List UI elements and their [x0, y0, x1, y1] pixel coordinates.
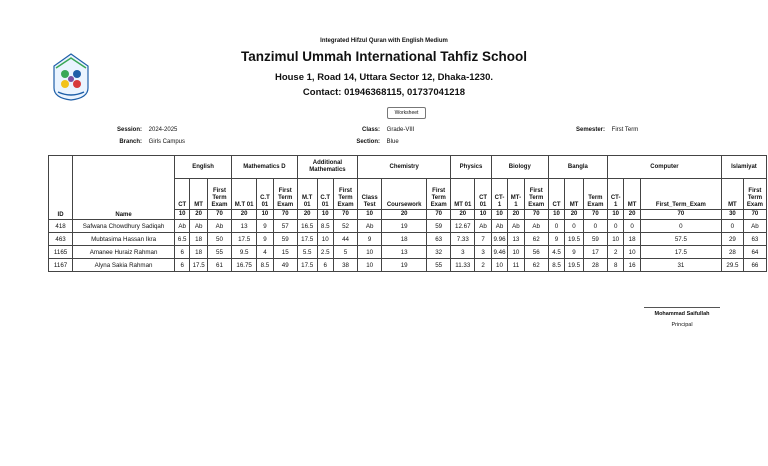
mark-cell: 62 [524, 259, 548, 272]
assessment-header: CT- 1 [491, 179, 507, 210]
max-mark-header: 70 [743, 210, 766, 220]
mark-cell: 9.96 [491, 233, 507, 246]
mark-cell: 18 [190, 246, 208, 259]
max-mark-header: 10 [475, 210, 491, 220]
mark-cell: 19.5 [565, 259, 584, 272]
assessment-header: First Term Exam [333, 179, 357, 210]
student-row [49, 220, 767, 233]
mark-cell: 16 [624, 259, 640, 272]
subject-header: Islamiyat [721, 156, 766, 179]
student-id: 463 [49, 233, 73, 246]
max-mark-header: 70 [524, 210, 548, 220]
mark-cell: 10 [624, 246, 640, 259]
semester-label: Semester: [575, 127, 605, 133]
mark-cell: 10 [317, 233, 333, 246]
assessment-header: MT 01 [451, 179, 475, 210]
mark-cell: 17.5 [232, 233, 257, 246]
max-mark-header: 70 [207, 210, 231, 220]
school-name: Tanzimul Ummah International Tahfiz School [240, 49, 528, 64]
mark-cell: 9 [565, 246, 584, 259]
max-mark-header: 70 [333, 210, 357, 220]
assessment-header: CT [175, 179, 190, 210]
subject-header: Computer [607, 156, 721, 179]
assessment-header: M.T 01 [297, 179, 317, 210]
mark-cell: 2 [475, 259, 491, 272]
subject-header: Bangla [548, 156, 607, 179]
mark-cell: 16.5 [297, 220, 317, 233]
mark-cell: 19 [382, 259, 427, 272]
assessment-header: First Term Exam [207, 179, 231, 210]
mark-cell: 10 [508, 246, 524, 259]
mark-cell: 13 [232, 220, 257, 233]
max-mark-header: 70 [273, 210, 297, 220]
class-field [340, 127, 414, 133]
mark-cell: 2 [607, 246, 623, 259]
assessment-header: CT 01 [475, 179, 491, 210]
mark-cell: Ab [190, 220, 208, 233]
max-mark-header: 10 [317, 210, 333, 220]
mark-cell: 10 [358, 259, 382, 272]
mark-cell: 9 [548, 233, 564, 246]
mark-cell: 13 [508, 233, 524, 246]
mark-cell: 57 [273, 220, 297, 233]
mark-cell: 2.5 [317, 246, 333, 259]
mark-cell: 50 [207, 233, 231, 246]
session-field [100, 127, 177, 133]
tagline: Integrated Hifzul Quran with English Medium [320, 38, 448, 44]
assessment-header: MT- 1 [508, 179, 524, 210]
max-mark-header: 70 [640, 210, 721, 220]
mark-cell: 19 [382, 220, 427, 233]
max-mark-header: 10 [491, 210, 507, 220]
mark-cell: 0 [607, 220, 623, 233]
max-mark-header: 30 [721, 210, 743, 220]
assessment-header: CT [548, 179, 564, 210]
max-mark-header: 10 [607, 210, 623, 220]
assessment-header: MT [565, 179, 584, 210]
branch-label: Branch: [119, 139, 142, 145]
signatory-role: Principal [671, 322, 693, 328]
mark-cell: 59 [273, 233, 297, 246]
class-value: Grade-VIII [386, 127, 415, 133]
student-name: Safwana Chowdhury Sadiqah [73, 220, 175, 233]
mark-cell: 18 [382, 233, 427, 246]
section-label: Section: [356, 139, 380, 145]
max-mark-header: 10 [358, 210, 382, 220]
mark-cell: 17.5 [297, 259, 317, 272]
mark-cell: 28 [583, 259, 607, 272]
mark-cell: 11 [508, 259, 524, 272]
assessment-header: MT [624, 179, 640, 210]
mark-cell: Ab [207, 220, 231, 233]
school-address: House 1, Road 14, Uttara Sector 12, Dhaka-1230. [274, 72, 494, 83]
mark-cell: 6 [175, 259, 190, 272]
mark-cell: 0 [640, 220, 721, 233]
mark-cell: 4 [257, 246, 273, 259]
mark-cell: 6.5 [175, 233, 190, 246]
assessment-header: CT- 1 [607, 179, 623, 210]
mark-cell: 52 [333, 220, 357, 233]
worksheet-button[interactable]: Worksheet [387, 107, 426, 119]
assessment-header: Class Test [358, 179, 382, 210]
mark-cell: 17 [583, 246, 607, 259]
mark-cell: 3 [451, 246, 475, 259]
assessment-header: C.T 01 [317, 179, 333, 210]
student-id: 1165 [49, 246, 73, 259]
id-header: ID [49, 156, 73, 220]
mark-cell: 17.5 [640, 246, 721, 259]
mark-cell: 0 [548, 220, 564, 233]
mark-cell: 19.5 [565, 233, 584, 246]
mark-cell: 32 [427, 246, 451, 259]
mark-cell: 6 [317, 259, 333, 272]
mark-cell: 8.5 [548, 259, 564, 272]
mark-cell: 16.75 [232, 259, 257, 272]
mark-cell: 59 [583, 233, 607, 246]
student-name: Amanee Huraiz Rahman [73, 246, 175, 259]
mark-cell: 31 [640, 259, 721, 272]
max-mark-header: 20 [297, 210, 317, 220]
student-row [49, 246, 767, 259]
mark-cell: Ab [358, 220, 382, 233]
assessment-header: MT [190, 179, 208, 210]
subject-header: Mathematics D [232, 156, 298, 179]
mark-cell: 9 [257, 220, 273, 233]
mark-cell: 0 [565, 220, 584, 233]
max-mark-header: 20 [190, 210, 208, 220]
mark-cell: 28 [721, 246, 743, 259]
mark-cell: Ab [743, 220, 766, 233]
student-row [49, 233, 767, 246]
max-mark-header: 70 [583, 210, 607, 220]
semester-value: First Term [611, 127, 639, 133]
mark-cell: 8.5 [317, 220, 333, 233]
assessment-header: First Term Exam [524, 179, 548, 210]
mark-cell: Ab [491, 220, 507, 233]
max-mark-header: 20 [508, 210, 524, 220]
mark-cell: 8 [607, 259, 623, 272]
max-mark-header: 20 [624, 210, 640, 220]
assessment-header: First Term Exam [743, 179, 766, 210]
student-name: Alyna Sakia Rahman [73, 259, 175, 272]
student-id: 418 [49, 220, 73, 233]
name-header: Name [73, 156, 175, 220]
assessment-header: First_Term_Exam [640, 179, 721, 210]
mark-cell: 56 [524, 246, 548, 259]
max-mark-header: 10 [548, 210, 564, 220]
assessment-header: Term Exam [583, 179, 607, 210]
mark-cell: Ab [524, 220, 548, 233]
subject-header: Biology [491, 156, 548, 179]
mark-cell: 29 [721, 233, 743, 246]
max-mark-header: 10 [257, 210, 273, 220]
max-mark-header: 70 [427, 210, 451, 220]
mark-cell: 13 [382, 246, 427, 259]
mark-cell: 57.5 [640, 233, 721, 246]
mark-cell: 10 [607, 233, 623, 246]
mark-cell: 0 [583, 220, 607, 233]
assessment-header: Coursework [382, 179, 427, 210]
assessment-header: MT [721, 179, 743, 210]
section-value: Blue [386, 139, 399, 145]
mark-cell: 7 [475, 233, 491, 246]
mark-cell: 0 [721, 220, 743, 233]
mark-cell: 8.5 [257, 259, 273, 272]
mark-cell: 55 [207, 246, 231, 259]
mark-cell: 9 [358, 233, 382, 246]
signatory-name: Mohammad Saifullah [654, 311, 710, 317]
mark-cell: 18 [624, 233, 640, 246]
mark-cell: 61 [207, 259, 231, 272]
mark-cell: 62 [524, 233, 548, 246]
session-label: Session: [116, 127, 142, 133]
mark-cell: 5 [333, 246, 357, 259]
mark-cell: 9.46 [491, 246, 507, 259]
mark-cell: 0 [624, 220, 640, 233]
marks-table [48, 155, 767, 272]
mark-cell: 63 [427, 233, 451, 246]
max-mark-header: 10 [175, 210, 190, 220]
signature-line [644, 307, 720, 308]
mark-cell: 64 [743, 246, 766, 259]
mark-cell: 10 [491, 259, 507, 272]
mark-cell: 11.33 [451, 259, 475, 272]
assessment-header: First Term Exam [427, 179, 451, 210]
mark-cell: 38 [333, 259, 357, 272]
mark-cell: 7.33 [451, 233, 475, 246]
mark-cell: 6 [175, 246, 190, 259]
mark-cell: 44 [333, 233, 357, 246]
max-mark-header: 20 [565, 210, 584, 220]
mark-cell: 59 [427, 220, 451, 233]
session-value: 2024-2025 [148, 127, 178, 133]
student-row [49, 259, 767, 272]
school-contact: Contact: 01946368115, 01737041218 [302, 87, 466, 98]
subject-header: English [175, 156, 232, 179]
branch-value: Girls Campus [148, 139, 186, 145]
mark-cell: 9 [257, 233, 273, 246]
mark-cell: 17.5 [190, 259, 208, 272]
branch-field [100, 139, 185, 145]
assessment-header: C.T 01 [257, 179, 273, 210]
mark-cell: 9.5 [232, 246, 257, 259]
mark-cell: 29.5 [721, 259, 743, 272]
section-field [340, 139, 399, 145]
assessment-header: First Term Exam [273, 179, 297, 210]
mark-cell: 10 [358, 246, 382, 259]
subject-header: Chemistry [358, 156, 451, 179]
max-mark-header: 20 [382, 210, 427, 220]
class-label: Class: [361, 127, 380, 133]
mark-cell: Ab [508, 220, 524, 233]
mark-cell: 3 [475, 246, 491, 259]
mark-cell: 17.5 [297, 233, 317, 246]
mark-cell: Ab [475, 220, 491, 233]
assessment-header: M.T 01 [232, 179, 257, 210]
subject-header: Additional Mathematics [297, 156, 357, 179]
student-name: Mubtasima Hassan Ikra [73, 233, 175, 246]
mark-cell: 12.67 [451, 220, 475, 233]
mark-cell: Ab [175, 220, 190, 233]
mark-cell: 15 [273, 246, 297, 259]
mark-cell: 18 [190, 233, 208, 246]
mark-cell: 55 [427, 259, 451, 272]
mark-cell: 63 [743, 233, 766, 246]
max-mark-header: 20 [451, 210, 475, 220]
max-mark-header: 20 [232, 210, 257, 220]
subject-header: Physics [451, 156, 492, 179]
student-id: 1167 [49, 259, 73, 272]
semester-field [560, 127, 638, 133]
mark-cell: 49 [273, 259, 297, 272]
mark-cell: 66 [743, 259, 766, 272]
mark-cell: 5.5 [297, 246, 317, 259]
mark-cell: 4.5 [548, 246, 564, 259]
